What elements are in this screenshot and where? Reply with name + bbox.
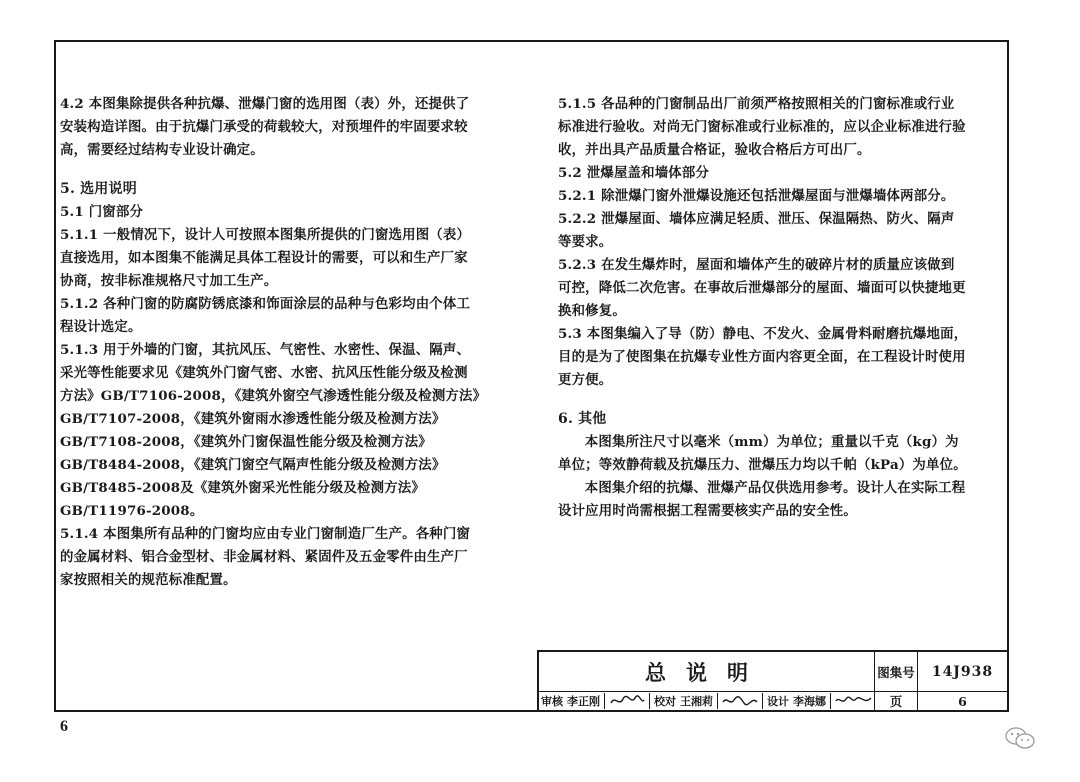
check-signature <box>717 693 763 709</box>
paragraph-5-1-1: 5.1.1 一般情况下，设计人可按照本图集所提供的门窗选用图（表）直接选用，如本图集不能满足具体工程设计的需要，可以和生产厂家协商，按非标准规格尺寸加工生产。 <box>60 227 471 289</box>
page-number: 6 <box>60 718 68 735</box>
paragraph-5-3: 5.3 本图集编入了导（防）静电、不发火、金属骨料耐磨抗爆地面，目的是为了使图集在抗爆专业性方面内容更全面，在工程设计时使用更方便。 <box>558 326 968 388</box>
design-signature <box>830 693 875 709</box>
check-label: 校对 <box>654 695 676 708</box>
left-text-column <box>60 93 480 592</box>
title-block <box>537 650 1007 710</box>
heading-section-5: 5. 选用说明 <box>60 181 137 197</box>
paragraph-5-1-5: 5.1.5 各品种的门窗制品出厂前须严格按照相关的门窗标准或行业标准进行验收。对尚无门窗标准或行业标准的，应以企业标准进行验收，并出具产品质量合格证，验收合格后方可出厂。 <box>558 96 966 158</box>
review-name: 李正刚 <box>567 695 600 708</box>
paragraph-5-2-3: 5.2.3 在发生爆炸时，屋面和墙体产生的破碎片材的质量应该做到可控，降低二次危害。在事故后泄爆部分的屋面、墙面可以快捷地更换和修复。 <box>558 257 966 319</box>
paragraph-5-1-3: 5.1.3 用于外墙的门窗，其抗风压、气密性、水密性、保温、隔声、采光等性能要求见《建筑外门窗气密、水密、抗风压性能分级及检测方法》GB/T7106-2008，《建筑外窗空气渗透性能分级及检测方法》GB/T7107-2008，《建筑外窗雨水渗透性能分级及检测方法》GB/T7108-2008，《建筑外门窗保温性能分级及检测方法》GB/T8484-2008，《建筑门窗空气隔声性能分级及检测方法》GB/T8485-2008及《建筑外窗采光性能分级及检测方法》GB/T11976-2008。 <box>60 342 480 519</box>
atlas-number-label: 图集号 <box>875 652 918 692</box>
paragraph-6-reference: 本图集介绍的抗爆、泄爆产品仅供选用参考。设计人在实际工程设计应用时尚需根据工程需要核实产品的安全性。 <box>558 480 966 519</box>
paragraph-4-2: 4.2 本图集除提供各种抗爆、泄爆门窗的选用图（表）外，还提供了安装构造详图。由于抗爆门承受的荷载较大，对预埋件的牢固要求较高，需要经过结构专业设计确定。 <box>60 96 470 158</box>
heading-section-6: 6. 其他 <box>558 411 607 427</box>
design-name: 李海娜 <box>793 695 826 708</box>
signature-row <box>539 692 875 710</box>
heading-5-1: 5.1 门窗部分 <box>60 204 144 220</box>
check-name: 王湘莉 <box>680 695 713 708</box>
page-label: 页 <box>875 692 918 710</box>
paragraph-5-2-2: 5.2.2 泄爆屋面、墙体应满足轻质、泄压、保温隔热、防火、隔声等要求。 <box>558 211 955 250</box>
paragraph-5-1-4: 5.1.4 本图集所有品种的门窗均应由专业门窗制造厂生产。各种门窗的金属材料、铝合金型材、非金属材料、紧固件及五金零件由生产厂家按照相关的规范标准配置。 <box>60 526 471 588</box>
review-signature <box>604 693 650 709</box>
review-label: 审核 <box>541 695 563 708</box>
heading-5-2: 5.2 泄爆屋盖和墙体部分 <box>558 165 710 181</box>
wechat-icon <box>1003 725 1037 751</box>
drawing-title: 总说明 <box>539 652 875 692</box>
paragraph-6-units: 本图集所注尺寸以毫米（mm）为单位；重量以千克（kg）为单位；等效静荷载及抗爆压力、泄爆压力均以千帕（kPa）为单位。 <box>558 434 967 473</box>
page-value: 6 <box>958 693 967 709</box>
atlas-number-value: 14J938 <box>918 652 1007 692</box>
paragraph-5-1-2: 5.1.2 各种门窗的防腐防锈底漆和饰面涂层的品种与色彩均由个体工程设计选定。 <box>60 296 471 335</box>
paragraph-5-2-1: 5.2.1 除泄爆门窗外泄爆设施还包括泄爆屋面与泄爆墙体两部分。 <box>558 188 955 204</box>
right-text-column <box>558 93 968 523</box>
design-label: 设计 <box>767 695 789 708</box>
